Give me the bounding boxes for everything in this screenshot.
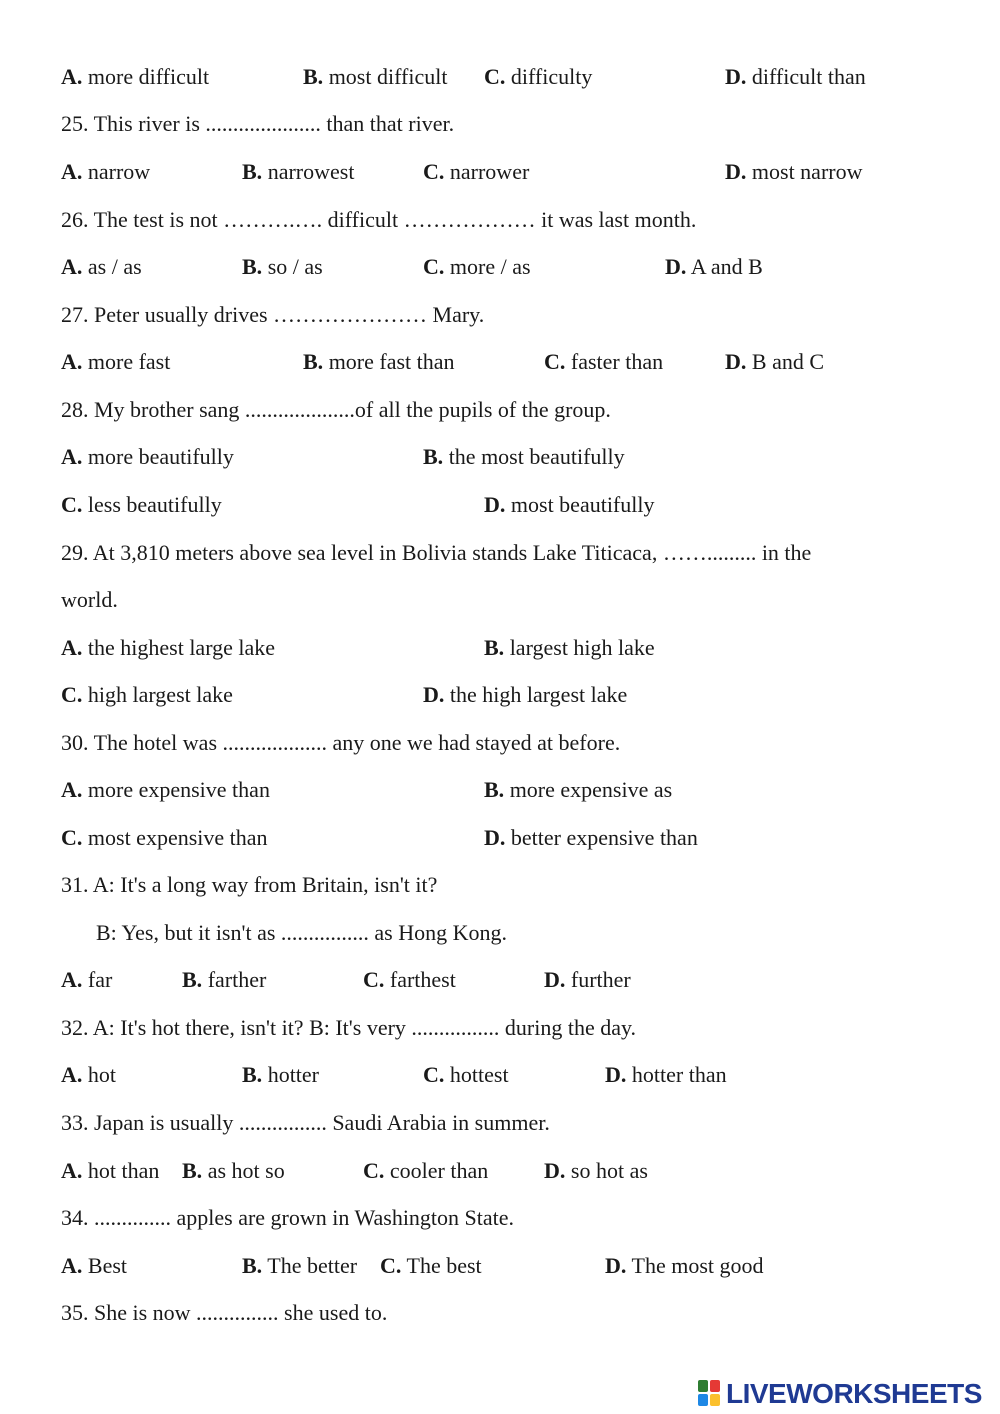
option-b: B. most difficult [303,64,448,89]
question-34-text: 34. .............. apples are grown in Washington State. [61,1205,515,1230]
liveworksheets-logo-icon [698,1380,722,1408]
option-d: D. the high largest lake [423,682,628,707]
option-a: A. more beautifully [61,444,234,469]
option-a: A. far [61,967,113,992]
option-b: B. as hot so [182,1158,285,1183]
option-d: D. B and C [725,349,825,374]
option-c: C. The best [380,1253,482,1278]
option-b: B. farther [182,967,267,992]
option-d: D. further [544,967,631,992]
question-30-text: 30. The hotel was ................... any one we had stayed at before. [61,730,621,755]
option-b: B. so / as [242,254,323,279]
question-28-text: 28. My brother sang ....................of all the pupils of the group. [61,397,611,422]
option-d: D. most narrow [725,159,863,184]
option-d: D. A and B [665,254,763,279]
option-a: A. more expensive than [61,777,270,802]
question-32-text: 32. A: It's hot there, isn't it? B: It's very ................ during the day. [61,1015,637,1040]
option-c: C. hottest [423,1062,509,1087]
question-26-text: 26. The test is not ……….…. difficult ……………… it was last month. [61,207,697,232]
question-25-text: 25. This river is ..................... than that river. [61,111,455,136]
question-29-text-cont: world. [61,587,118,612]
question-35-text: 35. She is now ............... she used to. [61,1300,388,1325]
option-a: A. Best [61,1253,128,1278]
option-d: D. hotter than [605,1062,727,1087]
option-b: B. largest high lake [484,635,655,660]
option-a: A. more fast [61,349,171,374]
option-b: B. more fast than [303,349,455,374]
option-a: A. hot [61,1062,117,1087]
option-d: D. so hot as [544,1158,648,1183]
question-31-text-cont: B: Yes, but it isn't as ................ as Hong Kong. [96,920,507,945]
option-c: C. cooler than [363,1158,489,1183]
option-c: C. less beautifully [61,492,222,517]
option-c: C. more / as [423,254,531,279]
question-29-text: 29. At 3,810 meters above sea level in Bolivia stands Lake Titicaca, ……......... in the [61,540,812,565]
option-c: C. farthest [363,967,456,992]
option-a: A. hot than [61,1158,160,1183]
option-a: A. as / as [61,254,142,279]
option-a: A. the highest large lake [61,635,276,660]
option-d: D. most beautifully [484,492,655,517]
question-27-text: 27. Peter usually drives ………………… Mary. [61,302,485,327]
option-a: A. narrow [61,159,151,184]
option-c: C. most expensive than [61,825,268,850]
option-b: B. narrowest [242,159,355,184]
question-33-text: 33. Japan is usually ................ Saudi Arabia in summer. [61,1110,550,1135]
option-c: C. faster than [544,349,664,374]
option-c: C. difficulty [484,64,593,89]
option-c: C. high largest lake [61,682,233,707]
option-b: B. hotter [242,1062,320,1087]
option-b: B. the most beautifully [423,444,625,469]
question-31-text: 31. A: It's a long way from Britain, isn't it? [61,872,438,897]
option-d: D. better expensive than [484,825,698,850]
option-c: C. narrower [423,159,530,184]
option-a: A. more difficult [61,64,210,89]
liveworksheets-logo[interactable] [698,1374,998,1414]
logo-text: LIVEWORKSHEETS [726,1378,982,1409]
option-b: B. more expensive as [484,777,673,802]
option-d: D. The most good [605,1253,764,1278]
option-b: B. The better [242,1253,358,1278]
option-d: D. difficult than [725,64,866,89]
